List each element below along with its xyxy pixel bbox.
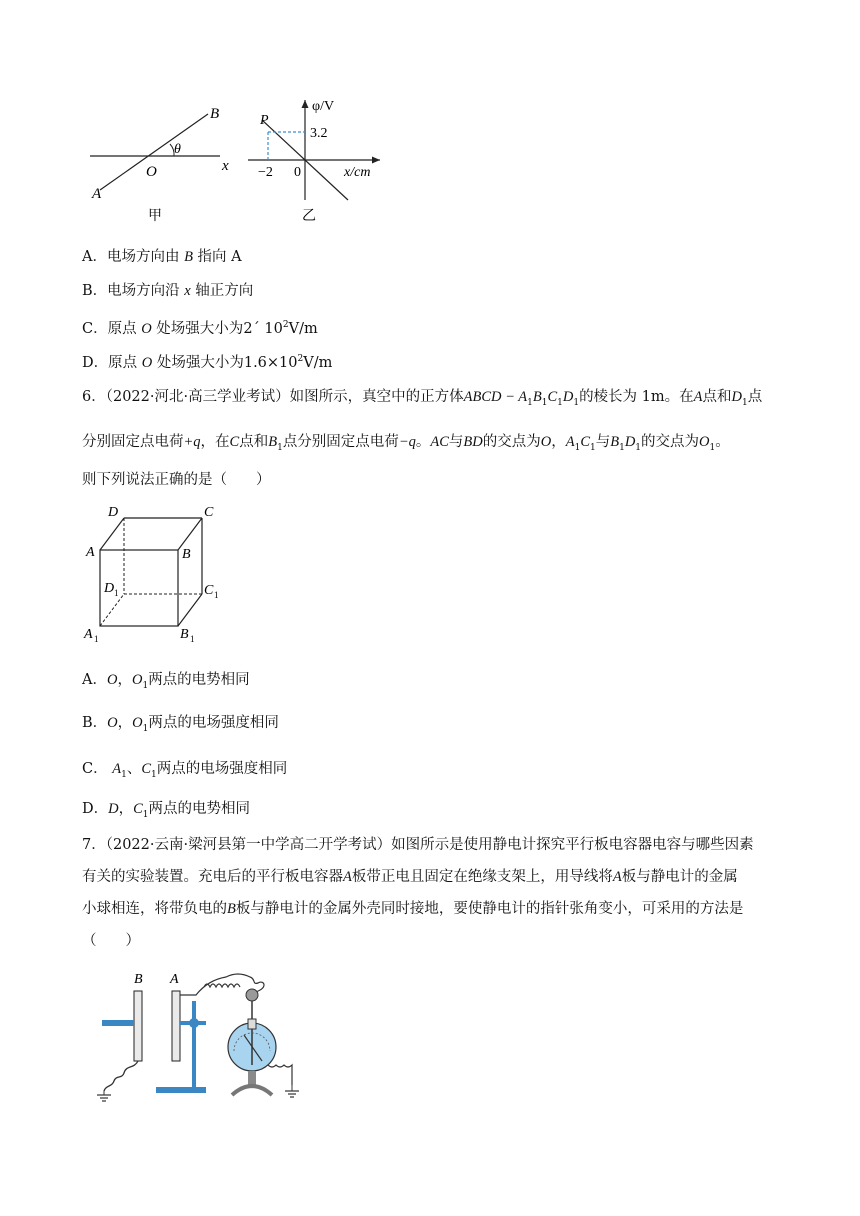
jia-label-A: A <box>92 186 102 202</box>
yi-y-axis-label: φ/V <box>312 99 335 114</box>
jia-label-O: O <box>146 164 157 180</box>
q6-option-A[interactable]: A．O，$O_1$两点的电势相同 <box>82 672 250 691</box>
cube-figure <box>80 500 240 650</box>
q5-option-B[interactable]: B．电场方向沿 x 轴正方向 <box>82 283 254 299</box>
q5-option-A[interactable]: A．电场方向由 B 指向 A <box>82 249 242 265</box>
q6-stem-line1: 6．（2022·河北·高三学业考试）如图所示，真空中的正方体ABCD − $A_1B_1C_1D_1$的棱长为 1m。在A点和$D_1$点 <box>82 389 763 408</box>
yi-caption: 乙 <box>302 209 316 224</box>
apparatus-label-B: B <box>134 972 143 987</box>
cube-label-D: D <box>108 505 119 520</box>
yi-origin: 0 <box>294 165 301 180</box>
jia-caption: 甲 <box>148 209 162 224</box>
jia-label-B: B <box>210 106 220 122</box>
cube-label-A: A <box>86 545 95 560</box>
cube-label-C: C <box>204 505 214 520</box>
q5-option-D[interactable]: D．原点 O 处场强大小为$1.6\times 10^2V/m$ <box>82 354 333 371</box>
yi-y-value: 3.2 <box>310 126 328 141</box>
cube-label-C1-sub: 1 <box>214 590 219 600</box>
cube-label-A1: A <box>84 627 93 642</box>
q6-stem-line2: 分别固定点电荷+q，在C点和$B_1$点分别固定点电荷−q。AC与BD的交点为O，$A_1C_1$与$B_1D_1$的交点为$O_1$。 <box>82 434 730 453</box>
cube-label-B: B <box>182 547 191 562</box>
figure-jia-yi <box>80 92 390 232</box>
yi-point-P: P <box>260 113 269 128</box>
q7-stem-line4: （ ） <box>82 933 140 949</box>
apparatus-label-A: A <box>170 972 179 987</box>
cube-label-D1-sub: 1 <box>114 588 119 598</box>
q6-stem-line3: 则下列说法正确的是（ ） <box>82 472 271 488</box>
q7-stem-line2: 有关的实验装置。充电后的平行板电容器A板带正电且固定在绝缘支架上，用导线将A板与静电计的金属 <box>82 869 738 885</box>
q6-option-D[interactable]: D．D，$C_1$两点的电势相同 <box>82 801 251 820</box>
q7-stem-line3: 小球相连，将带负电的B板与静电计的金属外壳同时接地，要使静电计的指针张角变小，可采用的方法是 <box>82 901 744 917</box>
cube-label-A1-sub: 1 <box>94 634 99 644</box>
q5-option-C[interactable]: C．原点 O 处场强大小为2´ $10^2V/m$ <box>82 320 318 337</box>
electrometer-apparatus-figure <box>94 965 304 1105</box>
jia-label-theta: θ <box>174 142 181 157</box>
jia-label-x: x <box>222 158 229 174</box>
q6-option-B[interactable]: B．O，$O_1$两点的电场强度相同 <box>82 715 279 734</box>
yi-x-axis-label: x/cm <box>344 165 371 180</box>
yi-x-value: −2 <box>258 165 273 180</box>
q6-option-C[interactable]: C． $A_1$、$C_1$两点的电场强度相同 <box>82 761 288 780</box>
cube-label-B1-sub: 1 <box>190 634 195 644</box>
cube-label-B1: B <box>180 627 189 642</box>
cube-label-D1: D <box>104 581 115 596</box>
q7-stem-line1: 7．（2022·云南·梁河县第一中学高二开学考试）如图所示是使用静电计探究平行板电容器电容与哪些因素 <box>82 837 754 853</box>
cube-label-C1: C <box>204 583 214 598</box>
